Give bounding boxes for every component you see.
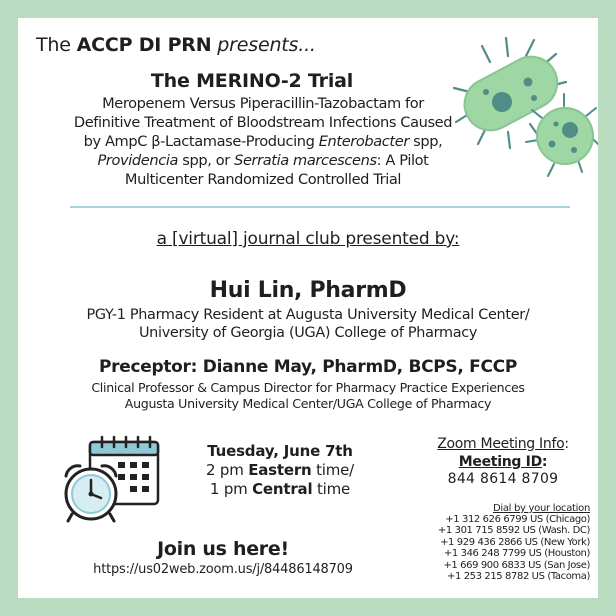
dial-number: +1 929 436 2866 US (New York) xyxy=(440,536,590,548)
trial-subtitle-line xyxy=(18,132,508,151)
zoom-heading-text: Zoom Meeting Info xyxy=(437,436,565,452)
subtitle-italic: Enterobacter xyxy=(318,133,409,150)
meeting-label-colon: : xyxy=(541,454,548,470)
time-number: 1 pm xyxy=(209,480,253,498)
subtitle-text: spp, or xyxy=(178,152,235,169)
meeting-id-label xyxy=(410,454,596,470)
time-zone: Central xyxy=(252,480,313,498)
intro-org: ACCP DI PRN xyxy=(76,34,212,56)
event-time-eastern xyxy=(180,461,380,480)
event-date: Tuesday, June 7th xyxy=(207,442,353,460)
zoom-info-heading xyxy=(410,436,596,452)
journal-club-heading: a [virtual] journal club presented by: xyxy=(156,229,460,249)
event-time-central xyxy=(180,480,380,499)
dial-number: +1 669 900 6833 US (San Jose) xyxy=(443,559,590,571)
preceptor-affiliation xyxy=(18,380,598,412)
trial-subtitle-line xyxy=(18,151,508,170)
intro-the: The xyxy=(36,34,71,56)
presenter-affiliation xyxy=(18,306,598,342)
time-zone: Eastern xyxy=(248,461,312,479)
subtitle-text: spp, xyxy=(408,133,443,150)
dial-number: +1 312 626 6799 US (Chicago) xyxy=(445,514,590,525)
trial-subtitle-line: Multicenter Randomized Controlled Trial xyxy=(124,171,402,188)
presenter-affiliation-line: University of Georgia (UGA) College of Pharmacy xyxy=(138,325,478,341)
dial-number: +1 346 248 7799 US (Houston) xyxy=(443,548,590,560)
preceptor-affiliation-line: Augusta University Medical Center/UGA College of Pharmacy xyxy=(124,396,492,411)
trial-subtitle-line: Meropenem Versus Piperacillin-Tazobactam for xyxy=(102,95,424,112)
preceptor-affiliation-line: Clinical Professor & Campus Director for Pharmacy Practice Experiences xyxy=(91,380,525,395)
join-heading: Join us here! xyxy=(157,538,289,560)
calendar-clock-icon xyxy=(58,434,163,524)
trial-subtitle-line: Definitive Treatment of Bloodstream Infections Caused xyxy=(73,114,453,131)
dial-number: +1 253 215 8782 US (Tacoma) xyxy=(447,571,590,583)
zoom-link[interactable]: https://us02web.zoom.us/j/84486148709 xyxy=(93,562,353,577)
event-schedule xyxy=(180,442,380,499)
intro-line xyxy=(36,34,316,56)
dial-heading: Dial by your location xyxy=(492,503,590,514)
subtitle-italic: Serratia marcescens xyxy=(234,152,377,169)
trial-title: The MERINO-2 Trial xyxy=(150,70,354,92)
dial-number: +1 301 715 8592 US (Wash. DC) xyxy=(437,525,590,537)
subtitle-text: by AmpC β-Lactamase-Producing xyxy=(83,133,319,150)
intro-presents: presents... xyxy=(217,34,316,56)
time-suffix: time xyxy=(312,480,351,498)
preceptor-name: Preceptor: Dianne May, PharmD, BCPS, FCCP xyxy=(99,357,517,377)
meeting-id-value: 844 8614 8709 xyxy=(447,471,559,487)
presenter-affiliation-line: PGY-1 Pharmacy Resident at Augusta University Medical Center/ xyxy=(86,307,530,323)
flyer-card xyxy=(18,18,598,598)
section-divider xyxy=(70,206,570,208)
time-suffix: time/ xyxy=(311,461,355,479)
zoom-heading-colon: : xyxy=(564,436,569,452)
trial-subtitle xyxy=(18,94,508,189)
subtitle-text: : A Pilot xyxy=(376,152,429,169)
meeting-label-text: Meeting ID xyxy=(458,454,542,470)
presenter-name: Hui Lin, PharmD xyxy=(209,278,407,303)
subtitle-italic: Providencia xyxy=(97,152,179,169)
dial-number-list xyxy=(410,514,590,582)
time-number: 2 pm xyxy=(205,461,249,479)
